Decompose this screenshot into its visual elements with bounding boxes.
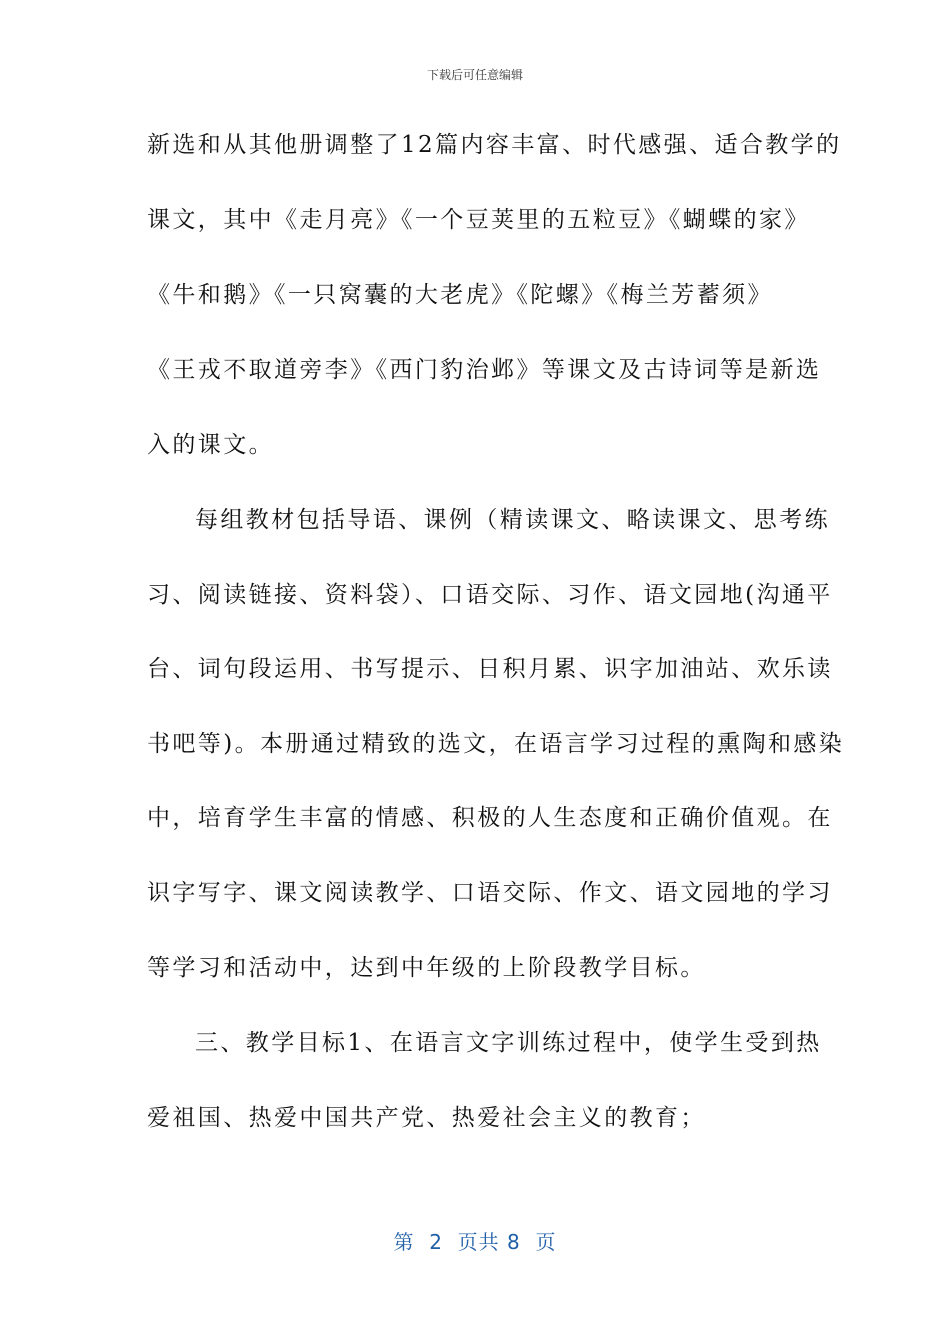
text-line: 三、教学目标1、在语言文字训练过程中，使学生受到热: [195, 1030, 822, 1056]
text-line: 《王戎不取道旁李》《西门豹治邺》等课文及古诗词等是新选: [147, 357, 822, 383]
text-line: 入的课文。: [147, 432, 274, 458]
text-line: 识字写字、课文阅读教学、口语交际、作文、语文园地的学习: [147, 880, 833, 906]
text-line: 每组教材包括导语、课例（精读课文、略读课文、思考练: [195, 507, 830, 533]
text-line: 台、词句段运用、书写提示、日积月累、识字加油站、欢乐读: [147, 656, 833, 682]
text-line: 课文，其中《走月亮》《一个豆荚里的五粒豆》《蝴蝶的家》: [147, 207, 810, 233]
text-line: 中，培育学生丰富的情感、积极的人生态度和正确价值观。在: [147, 805, 833, 831]
text-line: 书吧等)。本册通过精致的选文，在语言学习过程的熏陶和感染: [147, 731, 845, 757]
page-footer: 第 2 页共 8 页: [393, 1230, 557, 1254]
text-line: 习、阅读链接、资料袋）、口语交际、习作、语文园地(沟通平: [147, 582, 833, 608]
text-line: 爱祖国、热爱中国共产党、热爱社会主义的教育；: [147, 1105, 706, 1131]
text-line: 新选和从其他册调整了12篇内容丰富、时代感强、适合教学的: [147, 132, 842, 158]
page-header: 下载后可任意编辑: [426, 68, 523, 82]
text-line: 《牛和鹅》《一只窝囊的大老虎》《陀螺》《梅兰芳蓄须》: [147, 282, 773, 308]
text-line: 等学习和活动中，达到中年级的上阶段教学目标。: [147, 955, 706, 981]
